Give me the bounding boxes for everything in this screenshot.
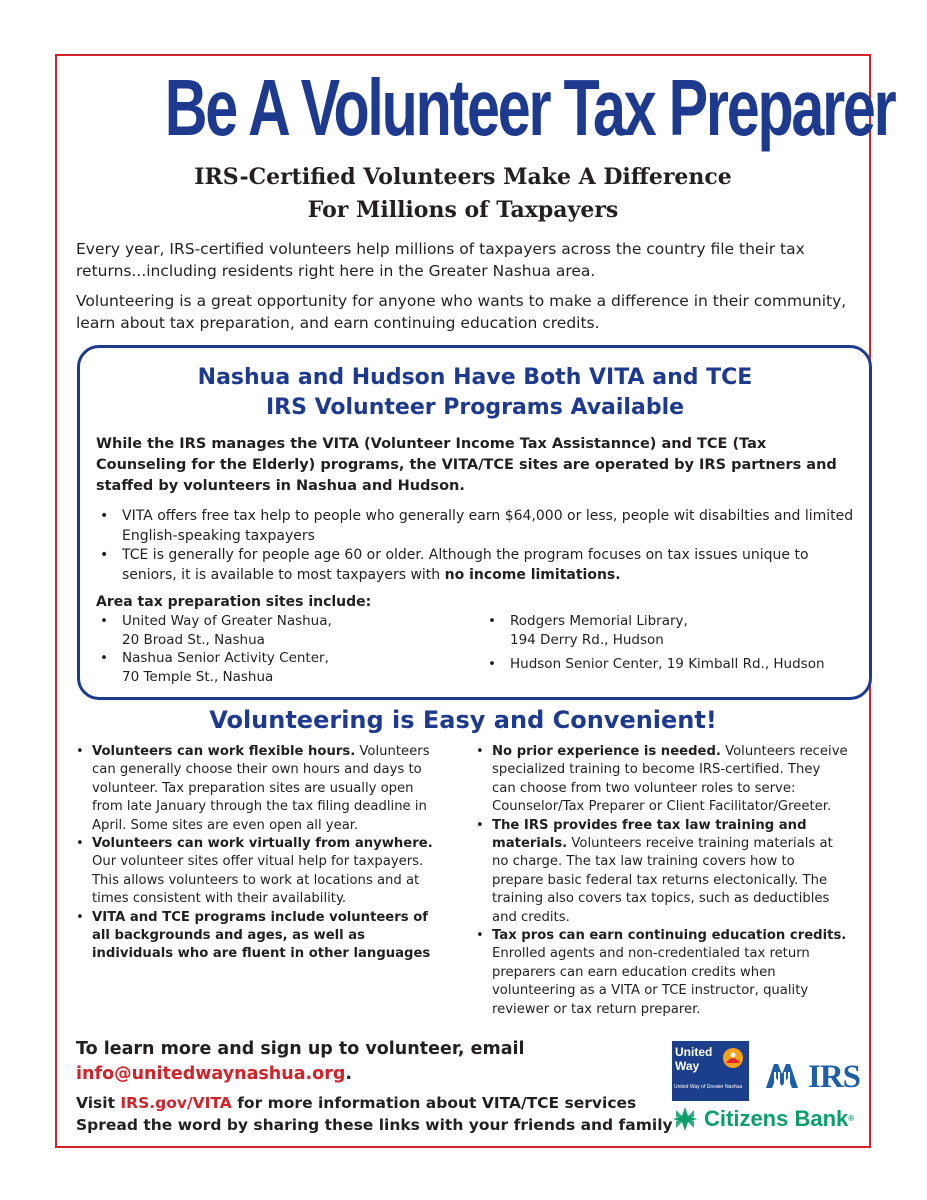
visit-post: for more information about VITA/TCE services	[231, 1094, 637, 1112]
programs-heading-line-1: Nashua and Hudson Have Both VITA and TCE	[197, 365, 753, 390]
page-title: Be A Volunteer Tax Preparer	[164, 63, 895, 152]
subtitle-line-1: IRS-Certified Volunteers Make A Difference	[194, 164, 732, 190]
list-item	[476, 743, 848, 817]
site-address: 20 Broad St., Nashua	[122, 631, 265, 648]
visit-line	[76, 1092, 676, 1114]
item-bold: No prior experience is needed.	[492, 744, 721, 759]
subtitle-line-2: For Millions of Taxpayers	[307, 197, 619, 223]
item-text: Volunteers can generally choose their own hours and days to volunteer. Tax preparation sites are usually open from late January through the tax filing deadline in April. Some sites are even open all year.	[92, 744, 430, 833]
easy-heading: Volunteering is Easy and Convenient!	[209, 706, 717, 734]
list-item	[484, 655, 844, 674]
united-way-logo	[672, 1041, 749, 1101]
item-text: Enrolled agents and non-credentialed tax return preparers can earn education credits when volunteering as a VITA or TCE instructor, quality reviewer or tax return preparer.	[492, 946, 810, 1017]
programs-bullets	[96, 507, 866, 585]
visit-info	[76, 1092, 676, 1136]
site-name: • Hudson Senior Center, 19 Kimball Rd., Hudson	[510, 656, 825, 672]
list-item	[476, 927, 848, 1019]
citizens-bank-name: Citizens Bank	[704, 1106, 849, 1131]
site-name: • Rodgers Memorial Library,	[510, 613, 688, 629]
list-item	[76, 743, 446, 835]
bullet-text: VITA offers free tax help to people who generally earn $64,000 or less, people wit disabilties and limited English-speaking taxpayers	[122, 508, 854, 544]
cta-period: .	[345, 1064, 353, 1084]
united-way-hand-icon	[722, 1047, 744, 1069]
sites-right-column	[484, 612, 844, 674]
item-text: Volunteers receive training materials at no charge. The tax law training covers how to prepare basic federal tax returns electonically. The training also covers tax topics, such as deductibles and credits.	[492, 836, 833, 925]
united-way-name: United Way	[675, 1045, 713, 1073]
registered-mark: ®	[848, 1114, 855, 1123]
programs-lead: While the IRS manages the VITA (Volunteer Income Tax Assistannce) and TCE (Tax Counseling for the Elderly) programs, the VITA/TCE sites are operated by IRS partners and staffed by volunteers in Nashua and Hudson.	[96, 436, 837, 494]
list-item	[96, 507, 866, 546]
sites-left-column	[96, 612, 456, 686]
list-item	[476, 817, 848, 927]
site-name: • Nashua Senior Activity Center,	[122, 650, 329, 666]
list-item	[76, 835, 446, 909]
programs-heading-line-2: IRS Volunteer Programs Available	[265, 395, 685, 420]
visit-pre: Visit	[76, 1094, 121, 1112]
intro-paragraph-2: Volunteering is a great opportunity for anyone who wants to make a difference in their community, learn about tax preparation, and earn continuing education credits.	[76, 292, 847, 332]
easy-left-column	[76, 743, 446, 964]
citizens-bank-logo	[704, 1104, 854, 1134]
site-address: 70 Temple St., Nashua	[122, 668, 274, 685]
item-bold: The IRS provides free tax law training and materials.	[492, 817, 807, 852]
item-bold: Tax pros can earn continuing education credits.	[492, 928, 847, 944]
signup-cta	[76, 1037, 636, 1087]
site-name: • United Way of Greater Nashua,	[122, 613, 332, 629]
irs-logo-text: IRS	[808, 1059, 861, 1095]
item-text: Volunteers receive specialized training to become IRS-certified. They can choose from two volunteer roles to serve: Counselor/Tax Preparer or Client Facilitator/Greeter.	[492, 744, 848, 815]
list-item	[96, 612, 456, 649]
cta-line: To learn more and sign up to volunteer, email	[76, 1039, 525, 1059]
bullet-text: TCE is generally for people age 60 or older. Although the program focuses on tax issues unique to seniors, it is available to most taxpayers with	[122, 547, 809, 583]
list-item	[76, 909, 446, 964]
cta-email-row	[76, 1062, 636, 1087]
easy-right-column	[476, 743, 848, 1019]
irs-vita-link[interactable]: IRS.gov/VITA	[120, 1094, 232, 1112]
programs-heading	[80, 363, 870, 423]
item-bold: VITA and TCE programs include volunteers of all backgrounds and ages, as well as individuals who are fluent in other languages	[92, 909, 431, 962]
sites-heading: Area tax preparation sites include:	[96, 594, 372, 610]
intro-paragraph-1: Every year, IRS-certified volunteers help millions of taxpayers across the country file their tax returns...including residents right here in the Greater Nashua area.	[76, 240, 805, 280]
list-item	[96, 546, 866, 585]
email-link[interactable]: info@unitedwaynashua.org	[76, 1064, 346, 1084]
item-bold: Volunteers can work flexible hours.	[92, 744, 356, 759]
citizens-bank-icon	[671, 1105, 699, 1133]
share-line: Spread the word by sharing these links with your friends and family	[76, 1116, 673, 1134]
item-bold: Volunteers can work virtually from anywhere.	[92, 836, 433, 852]
list-item	[96, 649, 456, 686]
list-item	[484, 612, 844, 649]
bullet-bold: no income limitations.	[444, 566, 621, 583]
united-way-subtitle: United Way of Greater Nashua	[674, 1084, 743, 1090]
item-text: Our volunteer sites offer vitual help for taxpayers. This allows volunteers to work at locations and at times consistent with their availability.	[92, 854, 424, 907]
subtitle	[60, 161, 866, 227]
site-address: 194 Derry Rd., Hudson	[510, 631, 664, 648]
